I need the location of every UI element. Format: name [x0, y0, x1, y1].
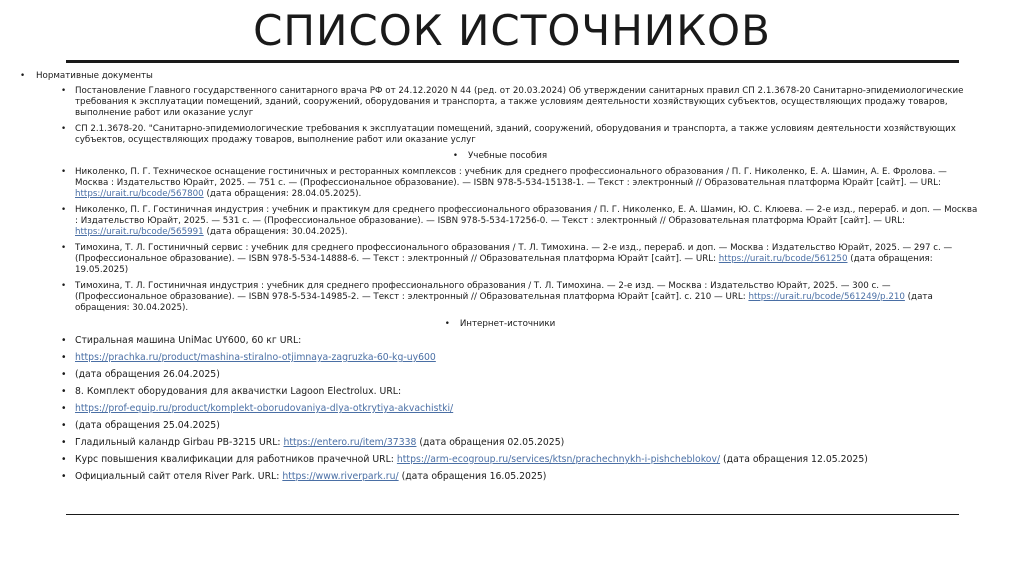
- list-item: • (дата обращения 26.04.2025): [20, 369, 980, 380]
- source-link[interactable]: https://prachka.ru/product/mashina-stiralno-otjimnaya-zagruzka-60-kg-uy600: [75, 352, 436, 363]
- list-item: • Постановление Главного государственного санитарного врача РФ от 24.12.2020 N 44 (ред. от 20.03.2024) Об утверждении санитарных правил СП 2.1.3678-20 Санитарно-эпидемиологические требования к эксплуатации помещений, зданий, сооружений, оборудования и транспорта, а также условиям деятельности хозяйствующих субъектов, осуществляющих продажу товаров, выполнение работ или оказание услуг: [20, 86, 980, 119]
- source-link[interactable]: https://urait.ru/bcode/561250: [718, 254, 848, 264]
- list-item: • Официальный сайт отеля River Park. URL: https://www.riverpark.ru/ (дата обращения 16.05.2025): [20, 471, 980, 482]
- source-link[interactable]: https://arm-ecogroup.ru/services/ktsn/prachechnykh-i-pishcheblokov/: [396, 454, 721, 465]
- list-item: [20, 352, 980, 363]
- source-link[interactable]: https://entero.ru/item/37338: [283, 437, 417, 448]
- list-item: • 8. Комплект оборудования для аквачистки Lagoon Electrolux. URL:: [20, 386, 980, 397]
- list-item: • Курс повышения квалификации для работников прачечной URL: https://arm-ecogroup.ru/services/ktsn/prachechnykh-i-pishcheblokov/ (дата обращения 12.05.2025): [20, 454, 980, 465]
- page-title: СПИСОК ИСТОЧНИКОВ: [253, 6, 771, 55]
- list-item: • Тимохина, Т. Л. Гостиничная индустрия : учебник для среднего профессионального образования / Т. Л. Тимохина. — 2-е изд. — Москва : Издательство Юрайт, 2025. — 300 с. — (Профессиональное образование). — ISBN 978-5-534-14985-2. — Текст : электронный // Образовательная платформа Юрайт [сайт]. с. 210 — URL: https://urait.ru/bcode/561249/p.210 (дата обращения: 30.04.2025).: [20, 281, 980, 314]
- source-link[interactable]: https://urait.ru/bcode/565991: [75, 227, 204, 237]
- list-item: • СП 2.1.3678-20. "Санитарно-эпидемиологические требования к эксплуатации помещений, зданий, сооружений, оборудования и транспорта, а также условиям деятельности хозяйствующих субъектов, осуществляющих продажу товаров, выполнение работ или оказание услуг: [20, 124, 980, 146]
- source-link[interactable]: https://www.riverpark.ru/: [282, 471, 399, 482]
- source-link[interactable]: https://prof-equip.ru/product/komplekt-oborudovaniya-dlya-otkrytiya-akvachistki/: [75, 403, 454, 414]
- list-item: • Николенко, П. Г. Гостиничная индустрия : учебник и практикум для среднего профессионального образования / П. Г. Николенко, Е. А. Шамин, Ю. С. Клюева. — 2-е изд., перераб. и доп. — Москва : Издательство Юрайт, 2025. — 531 с. — (Профессиональное образование). — ISBN 978-5-534-17256-0. — Текст : электронный // Образовательная платформа Юрайт [сайт]. — URL: https://urait.ru/bcode/565991 (дата обращения: 30.04.2025).: [20, 205, 980, 238]
- source-link[interactable]: https://urait.ru/bcode/561249/p.210: [748, 292, 905, 302]
- list-item: • Стиральная машина UniMac UY600, 60 кг URL:: [20, 335, 980, 346]
- list-item: • Тимохина, Т. Л. Гостиничный сервис : учебник для среднего профессионального образования / Т. Л. Тимохина. — 2-е изд., перераб. и доп. — Москва : Издательство Юрайт, 2025. — 297 с. — (Профессиональное образование). — ISBN 978-5-534-14888-6. — Текст : электронный // Образовательная платформа Юрайт [сайт]. — URL: https://urait.ru/bcode/561250 (дата обращения: 19.05.2025): [20, 243, 980, 276]
- list-item: [20, 403, 980, 414]
- list-item: • (дата обращения 25.04.2025): [20, 420, 980, 431]
- list-item: • Гладильный каландр Girbau PB-3215 URL: https://entero.ru/item/37338 (дата обращения 02.05.2025): [20, 437, 980, 448]
- section-normative: • Нормативные документы: [20, 71, 980, 82]
- section-textbooks: • Учебные пособия: [452, 151, 548, 161]
- title-underline: [66, 60, 959, 63]
- source-link[interactable]: https://urait.ru/bcode/567800: [75, 189, 204, 199]
- sources-list: [20, 71, 980, 488]
- section-internet: • Интернет-источники: [444, 319, 556, 329]
- footer-rule: [66, 514, 959, 515]
- list-item: • Николенко, П. Г. Техническое оснащение гостиничных и ресторанных комплексов : учебник для среднего профессионального образования / П. Г. Николенко, Е. А. Шамин, А. Е. Фролова. — Москва : Издательство Юрайт, 2025. — 751 с. — (Профессиональное образование). — ISBN 978-5-534-15138-1. — Текст : электронный // Образовательная платформа Юрайт [сайт]. — URL: https://urait.ru/bcode/567800 (дата обращения: 28.04.05.2025).: [20, 167, 980, 200]
